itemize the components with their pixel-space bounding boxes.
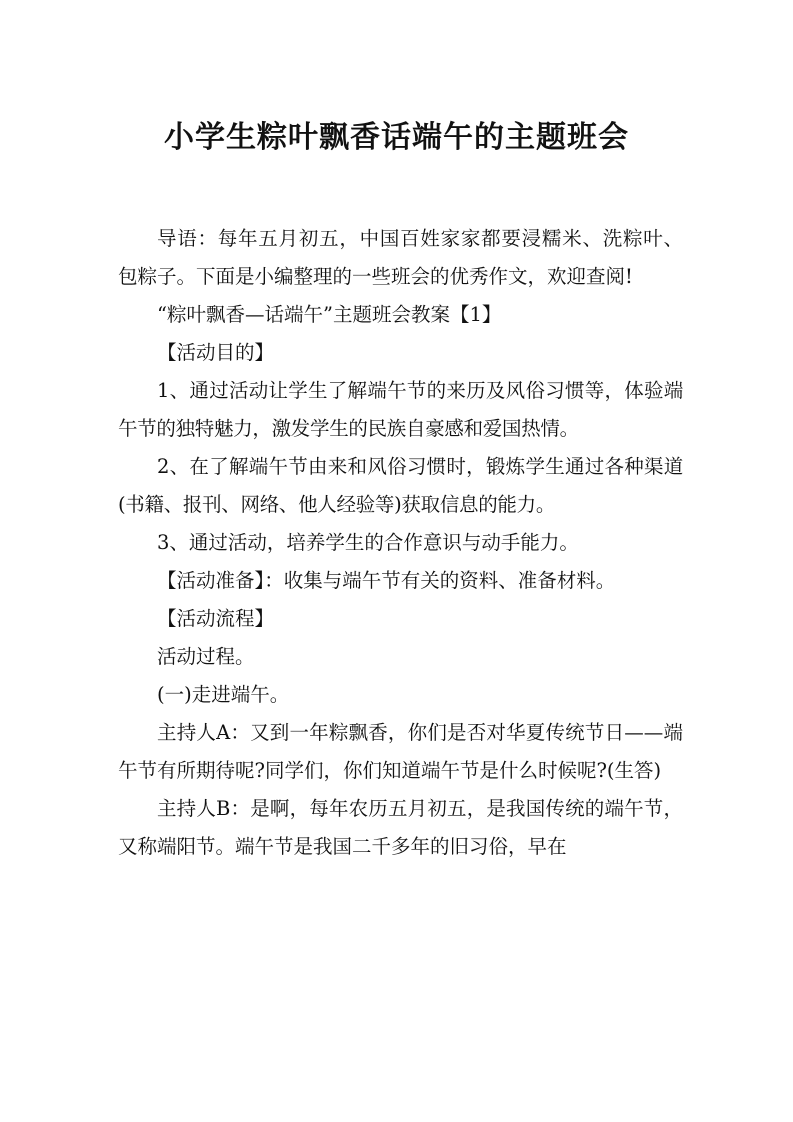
paragraph-activity-preparation: 【活动准备】：收集与端午节有关的资料、准备材料。 — [157, 569, 616, 592]
paragraph-activity-process-heading: 【活动流程】 — [157, 607, 275, 630]
paragraph-purpose-2: 2、在了解端午节由来和风俗习惯时，锻炼学生通过各种渠道(书籍、报刊、网络、他人经验等)获取信息的能力。 — [118, 455, 683, 516]
document-body — [118, 220, 683, 866]
paragraph-host-b: 主持人B：是啊，每年农历五月初五，是我国传统的端午节，又称端阳节。端午节是我国二千多年的旧习俗，早在 — [118, 797, 683, 858]
paragraph-host-a: 主持人A：又到一年粽飘香，你们是否对华夏传统节日——端午节有所期待呢?同学们，你们知道端午节是什么时候呢?(生答) — [118, 721, 683, 782]
paragraph-section-one: (一)走进端午。 — [157, 683, 290, 706]
paragraph-activity-purpose-heading: 【活动目的】 — [157, 341, 275, 364]
paragraph-activity-procedure: 活动过程。 — [157, 645, 255, 668]
paragraph-intro: 导语：每年五月初五，中国百姓家家都要浸糯米、洗粽叶、包粽子。下面是小编整理的一些班会的优秀作文，欢迎查阅! — [118, 227, 683, 288]
paragraph-lesson-plan-heading: “粽叶飘香—话端午”主题班会教案【1】 — [157, 303, 502, 326]
document-title: 小学生粽叶飘香话端午的主题班会 — [164, 120, 629, 155]
paragraph-purpose-1: 1、通过活动让学生了解端午节的来历及风俗习惯等，体验端午节的独特魅力，激发学生的民族自豪感和爱国热情。 — [118, 379, 683, 440]
paragraph-purpose-3: 3、通过活动，培养学生的合作意识与动手能力。 — [157, 531, 579, 554]
